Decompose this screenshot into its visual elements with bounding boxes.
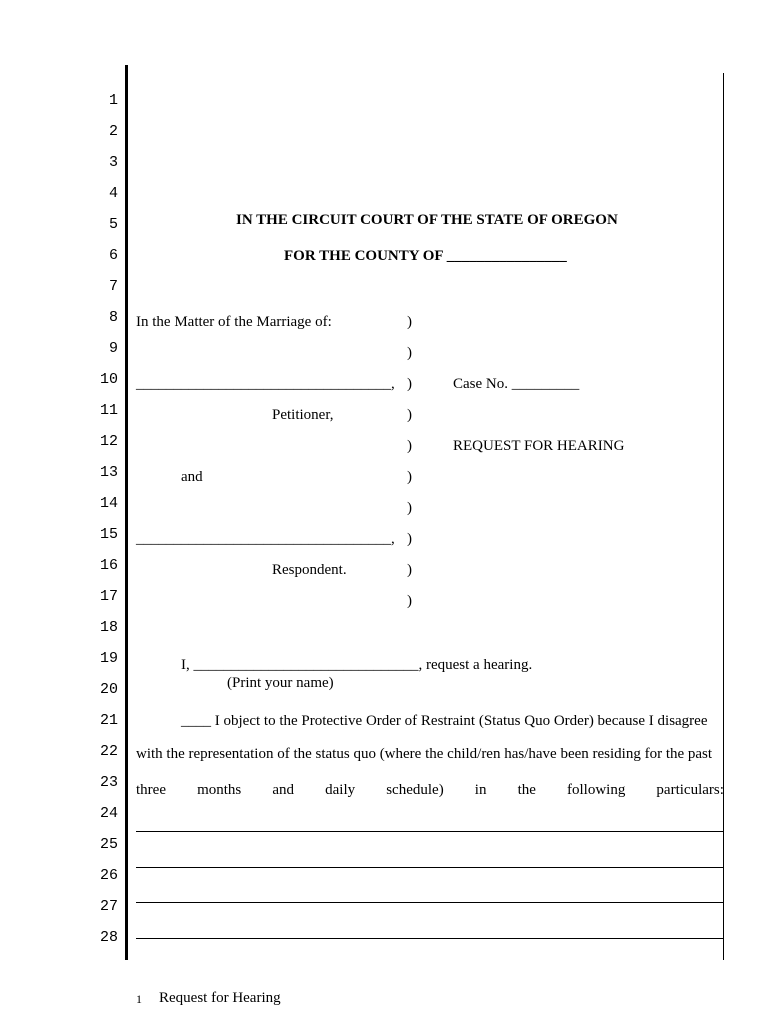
line-number: 14 [99, 495, 118, 512]
line-number: 15 [99, 526, 118, 543]
line-number: 10 [99, 371, 118, 388]
right-margin-rule [723, 73, 724, 960]
matter-label: In the Matter of the Marriage of: [136, 314, 332, 330]
line-number: 9 [108, 340, 118, 357]
writing-line[interactable] [136, 831, 724, 832]
objection-word: the [517, 782, 536, 798]
line-number: 12 [99, 433, 118, 450]
caption-paren: ) [407, 376, 412, 392]
writing-line[interactable] [136, 867, 724, 868]
caption-paren: ) [407, 531, 412, 547]
objection-word: daily [325, 782, 356, 798]
left-margin-rule [125, 65, 128, 960]
petitioner-name-blank: __________________________________, [136, 376, 395, 392]
line-number: 27 [99, 898, 118, 915]
objection-word: and [272, 782, 295, 798]
line-number: 23 [99, 774, 118, 791]
respondent-name-blank: __________________________________, [136, 531, 395, 547]
line-number: 18 [99, 619, 118, 636]
caption-paren: ) [407, 562, 412, 578]
county-heading: FOR THE COUNTY OF ________________ [284, 248, 567, 264]
writing-line[interactable] [136, 938, 724, 939]
footer-title: Request for Hearing [159, 990, 281, 1006]
line-number: 2 [108, 123, 118, 140]
caption-paren: ) [407, 438, 412, 454]
line-number: 7 [108, 278, 118, 295]
print-name-hint: (Print your name) [227, 675, 334, 691]
line-number: 13 [99, 464, 118, 481]
line-number: 5 [108, 216, 118, 233]
line-number: 3 [108, 154, 118, 171]
line-number: 19 [99, 650, 118, 667]
line-number: 11 [99, 402, 118, 419]
case-number: Case No. _________ [453, 376, 580, 392]
objection-line-1: ____ I object to the Protective Order of Restraint (Status Quo Order) because I disagree [181, 713, 708, 729]
line-number: 17 [99, 588, 118, 605]
caption-paren: ) [407, 407, 412, 423]
objection-line-2: with the representation of the status quo (where the child/ren has/have been residing for the past [136, 746, 713, 762]
objection-line-3 [136, 781, 724, 799]
request-statement: I, ______________________________, request a hearing. [181, 657, 533, 673]
objection-word: months [197, 782, 242, 798]
line-number: 26 [99, 867, 118, 884]
line-number: 6 [108, 247, 118, 264]
writing-line[interactable] [136, 902, 724, 903]
caption-paren: ) [407, 314, 412, 330]
objection-word: schedule) [386, 782, 444, 798]
footer-page-number: 1 [136, 992, 142, 1006]
line-number: 16 [99, 557, 118, 574]
line-number: 25 [99, 836, 118, 853]
line-number: 8 [108, 309, 118, 326]
line-number: 20 [99, 681, 118, 698]
line-number: 24 [99, 805, 118, 822]
objection-word: three [136, 782, 166, 798]
line-number: 28 [99, 929, 118, 946]
caption-paren: ) [407, 593, 412, 609]
and-label: and [181, 469, 203, 485]
caption-paren: ) [407, 500, 412, 516]
line-number: 21 [99, 712, 118, 729]
document-title: REQUEST FOR HEARING [453, 438, 625, 454]
respondent-label: Respondent. [272, 562, 347, 578]
line-number: 4 [108, 185, 118, 202]
caption-paren: ) [407, 345, 412, 361]
petitioner-label: Petitioner, [272, 407, 334, 423]
caption-paren: ) [407, 469, 412, 485]
objection-word: following [566, 782, 626, 798]
court-heading: IN THE CIRCUIT COURT OF THE STATE OF OREGON [236, 212, 618, 228]
line-number: 1 [108, 92, 118, 109]
objection-word: particulars: [656, 782, 724, 798]
objection-word: in [474, 782, 487, 798]
line-number: 22 [99, 743, 118, 760]
